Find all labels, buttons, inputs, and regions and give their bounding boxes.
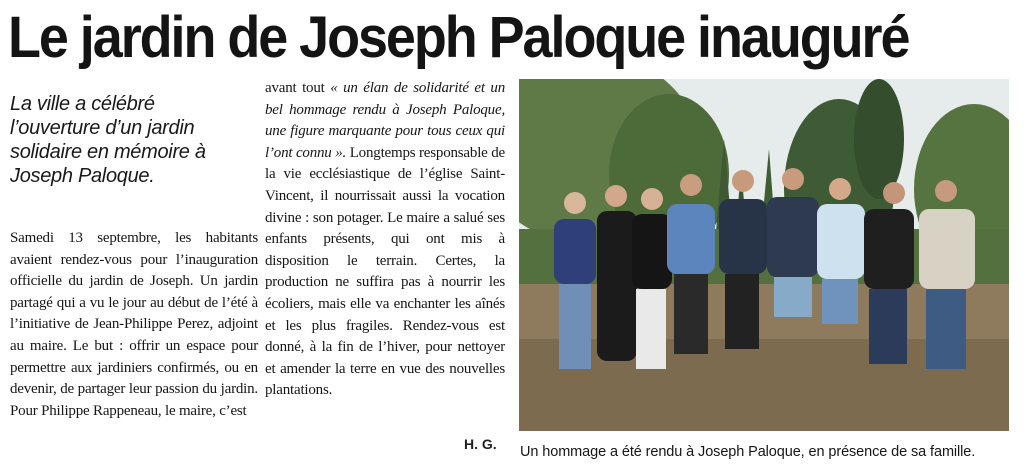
body-column-2 bbox=[265, 78, 505, 402]
mayor-quote: « un élan de solidarité et un bel hommage rendu à Joseph Paloque, une figure marquante pour tous ceux qui l’ont connu ». bbox=[265, 80, 505, 161]
body-continuation: Longtemps responsable de la vie ecclésiastique de l’église Saint-Vincent, il nourrissait aussi la vocation divine : son potager. Le maire a salué ses enfants présents, qui ont mis à disposition le terrain. Certes, la production ne suffira pas à nourrir les écoliers, mais elle va enchanter les aînés et les plus fragiles. Rendez-vous est donné, à la fin de l’hiver, pour nettoyer et amender la terre en vue des nouvelles plantations. bbox=[265, 144, 505, 399]
chapeau: La ville a célébré l’ouverture d’un jardin solidaire en mémoire à Joseph Paloque. bbox=[10, 93, 206, 187]
group-photo bbox=[519, 79, 1009, 431]
photo-illustration bbox=[519, 79, 1009, 431]
author-signature: H. G. bbox=[464, 436, 497, 452]
body-paragraph-1: Samedi 13 septembre, les habitants avaient rendez-vous pour l’inauguration officielle du jardin de Joseph. Un jardin partagé qui a vu le jour au début de l’été à l’initiative de Jean-Philippe Perez, adjoint au maire. Le but : offrir un espace pour permettre aux jardiniers confirmés, ou en devenir, de partager leur passion du jardin. Pour Philippe Rappeneau, le maire, c’est bbox=[10, 230, 258, 419]
headline: Le jardin de Joseph Paloque inauguré bbox=[8, 5, 909, 70]
body-column-1 bbox=[10, 228, 258, 422]
photo-caption: Un hommage a été rendu à Joseph Paloque, en présence de sa famille. bbox=[520, 444, 976, 460]
body-paragraph-2 bbox=[265, 78, 505, 402]
lead-text: avant tout bbox=[265, 80, 331, 96]
